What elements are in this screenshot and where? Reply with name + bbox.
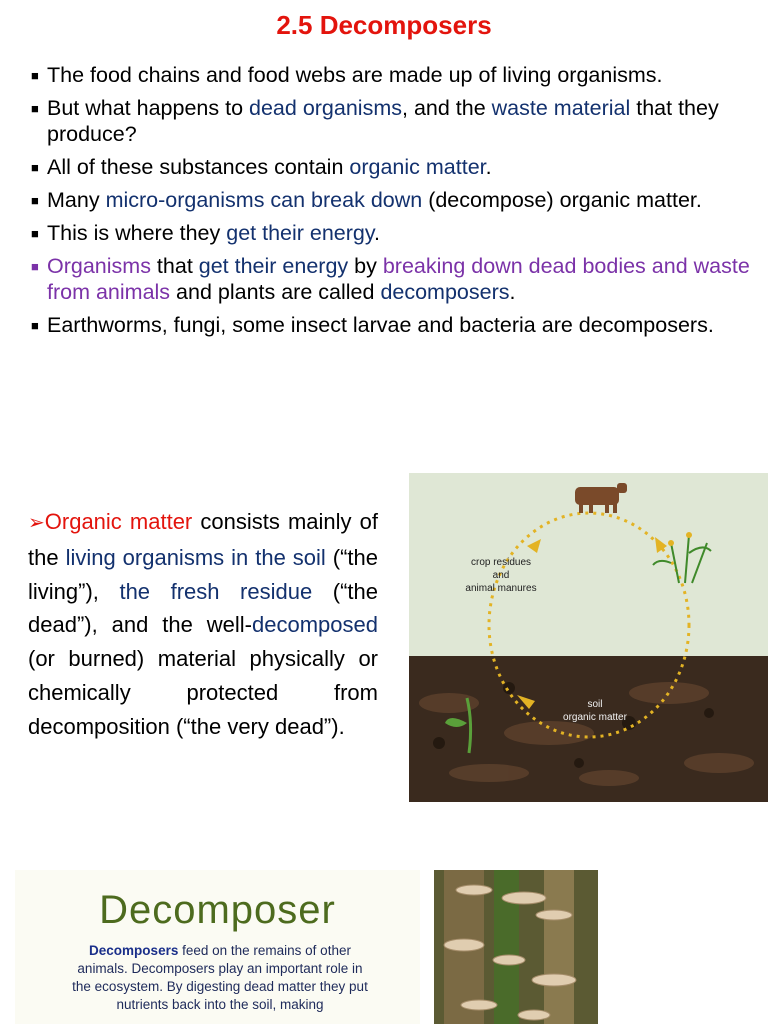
label-crop-residues: crop residues	[470, 557, 532, 568]
bullet-text: that they produce?	[47, 96, 719, 146]
card-text	[70, 942, 370, 1014]
bullet-text: Earthworms, fungi, some insect larvae and bacteria are decomposers.	[47, 313, 714, 337]
bullet-text: .	[374, 221, 381, 245]
card-title: Decomposer	[99, 888, 336, 932]
bullet-text: But what happens to	[47, 96, 250, 120]
bullet-text: .	[485, 155, 492, 179]
bullet-text: organic matter	[349, 155, 486, 179]
bullet-text: micro-organisms can break down	[105, 188, 423, 212]
card-bold-lead: Decomposers	[89, 943, 179, 958]
bullet-item	[30, 62, 750, 88]
square-bullet-icon: ■	[31, 259, 39, 274]
bullet-text: Many	[47, 188, 106, 212]
arrow-bullet-icon: ➢	[28, 512, 45, 534]
square-bullet-icon: ■	[31, 226, 39, 241]
bullet-text: breaking down dead bodies and waste from animals	[47, 254, 750, 304]
bullet-text: The food chains and food webs are made up of living organisms.	[47, 63, 663, 87]
paragraph-text: consists mainly of the	[28, 509, 378, 570]
bullet-list	[30, 62, 750, 345]
square-bullet-icon: ■	[31, 160, 39, 175]
organic-matter-cycle-diagram	[409, 473, 768, 802]
bullet-item	[30, 253, 750, 305]
paragraph-text: Organic matter	[44, 509, 193, 534]
paragraph-text: (or burned) material physically or chemically protected from decomposition (“the very dead”).	[28, 646, 378, 739]
square-bullet-icon: ■	[31, 318, 39, 333]
bullet-text: All of these substances contain	[47, 155, 350, 179]
fungi-photo	[434, 870, 598, 1024]
paragraph-text: the fresh residue	[119, 578, 313, 604]
paragraph-text: (“the living”),	[28, 544, 378, 604]
slide-title: 2.5 Decomposers	[276, 10, 492, 40]
bullet-text: , and the	[402, 96, 492, 120]
bullet-text: Organisms	[47, 254, 151, 278]
bullet-item	[30, 187, 750, 213]
label-soil: soil	[587, 699, 603, 710]
label-and: and	[492, 570, 510, 581]
label-animal-manures: animal manures	[465, 583, 537, 594]
bullet-text: get their energy	[198, 254, 349, 278]
bullet-text: dead organisms	[249, 96, 402, 120]
decomposer-card	[15, 870, 420, 1024]
organic-matter-paragraph	[28, 505, 378, 744]
bullet-item	[30, 95, 750, 147]
square-bullet-icon: ■	[31, 68, 39, 83]
square-bullet-icon: ■	[31, 101, 39, 116]
square-bullet-icon: ■	[31, 193, 39, 208]
bullet-text: that	[150, 254, 199, 278]
bullet-text: .	[509, 280, 516, 304]
bullet-text: by	[348, 254, 383, 278]
label-organic-matter: organic matter	[563, 712, 627, 723]
bullet-text: get their energy	[226, 221, 375, 245]
paragraph-text: living organisms in the soil	[65, 544, 326, 570]
bullet-text: (decompose) organic matter.	[422, 188, 702, 212]
paragraph-text: decomposed	[252, 612, 378, 638]
bullet-text: This is where they	[47, 221, 227, 245]
paragraph-text: (“the dead”), and the well-	[28, 578, 378, 638]
bullet-item	[30, 312, 750, 338]
card-body: feed on the remains of other animals. Decomposers play an important role in the ecosystem. By digesting dead matter they put nutrients back into the soil, making	[72, 943, 368, 1012]
bullet-item	[30, 154, 750, 180]
bullet-text: waste material	[491, 96, 631, 120]
bullet-text: and plants are called	[170, 280, 381, 304]
bullet-item	[30, 220, 750, 246]
bullet-text: decomposers	[380, 280, 510, 304]
